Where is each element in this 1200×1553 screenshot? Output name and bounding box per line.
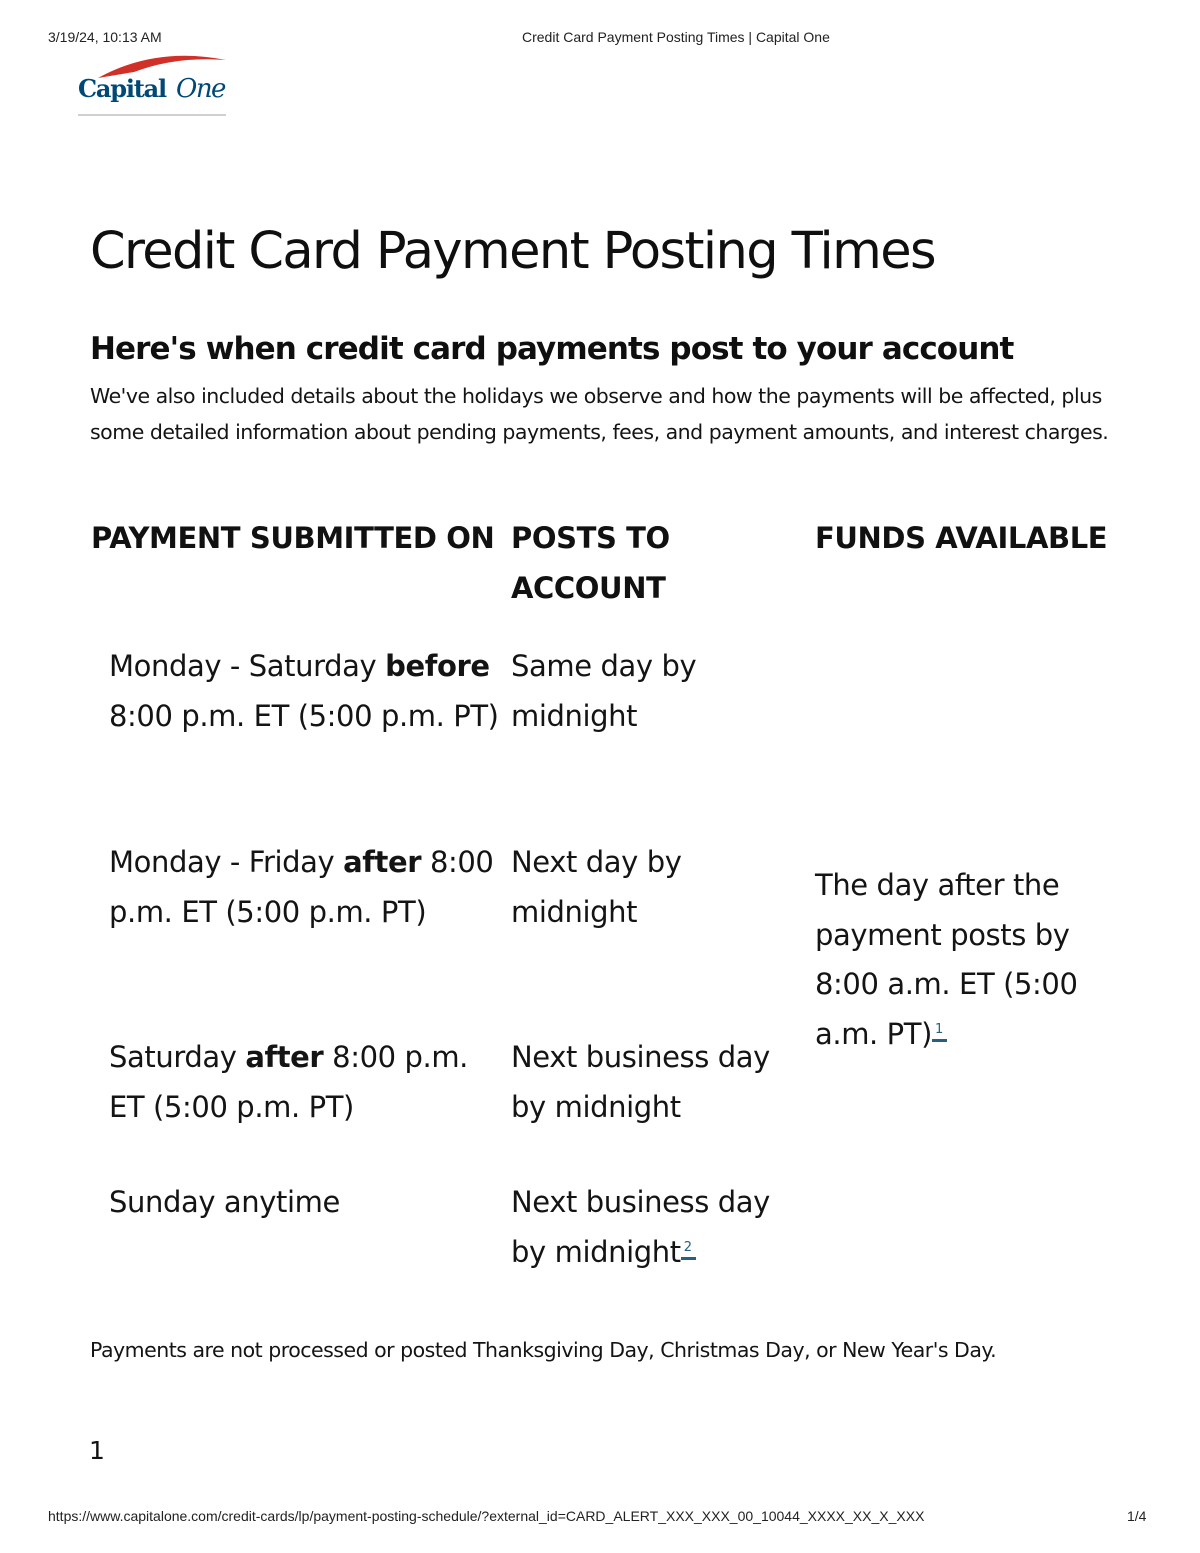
row-2-posts: Next day by midnight [511,845,682,929]
column-header-posts-to-account: POSTS TO ACCOUNT [511,521,670,605]
row-2-submitted-time: 8:00 p.m. ET (5:00 p.m. PT) [109,845,494,929]
row-3-posts: Next business day by midnight [511,1040,770,1124]
funds-available-text: The day after the payment posts by 8:00 a.m. ET (5:00 a.m. PT) [815,868,1078,1051]
row-1-submitted-time: 8:00 p.m. ET (5:00 p.m. PT) [109,698,499,733]
print-page-indicator: 1/4 [1127,1508,1147,1524]
capital-one-logo-mark [76,52,228,118]
row-4-posts [511,1178,801,1277]
row-1-submitted-text: Monday - Saturday [109,649,386,683]
row-2-submitted [109,838,499,937]
footnote-2-link[interactable]: 2 [681,1240,696,1260]
column-header-payment-submitted: PAYMENT SUBMITTED ON [91,521,495,555]
row-1-submitted-emphasis: before [385,649,490,683]
footnote-1-link[interactable]: 1 [932,1022,947,1042]
row-2-submitted-emphasis: after [343,845,422,879]
row-1-submitted [109,642,499,741]
page-number: 1 [89,1436,105,1465]
row-4-posts-text: Next business day by midnight [511,1185,770,1269]
row-3-submitted [109,1033,499,1132]
print-date: 3/19/24, 10:13 AM [48,29,162,45]
funds-available-cell [815,861,1115,1059]
column-header-funds-available: FUNDS AVAILABLE [815,521,1108,555]
logo-text-capital: Capital [78,74,166,103]
intro-paragraph: We've also included details about the holidays we observe and how the payments will be affected, plus some detailed information about pending payments, fees, and payment amounts, and interest charges. [90,384,1109,444]
print-url: https://www.capitalone.com/credit-cards/lp/payment-posting-schedule/?external_id=CARD_ALERT_XXX_XXX_00_10044_XXXX_XX_X_XXX [48,1508,925,1524]
holiday-note: Payments are not processed or posted Thanksgiving Day, Christmas Day, or New Year's Day. [90,1338,997,1362]
section-heading: Here's when credit card payments post to your account [90,331,1014,367]
print-page-title: Credit Card Payment Posting Times | Capital One [522,29,830,45]
row-2-submitted-text: Monday - Friday [109,845,344,879]
row-3-submitted-time: 8:00 p.m. ET (5:00 p.m. PT) [109,1040,468,1124]
row-1-posts: Same day by midnight [511,649,697,733]
page-title: Credit Card Payment Posting Times [90,222,935,281]
row-3-submitted-emphasis: after [245,1040,324,1074]
capital-one-logo[interactable] [76,52,228,118]
logo-text-one: One [176,74,225,104]
logo-divider [78,114,226,116]
row-4-submitted: Sunday anytime [109,1185,340,1219]
row-3-submitted-text: Saturday [109,1040,246,1074]
